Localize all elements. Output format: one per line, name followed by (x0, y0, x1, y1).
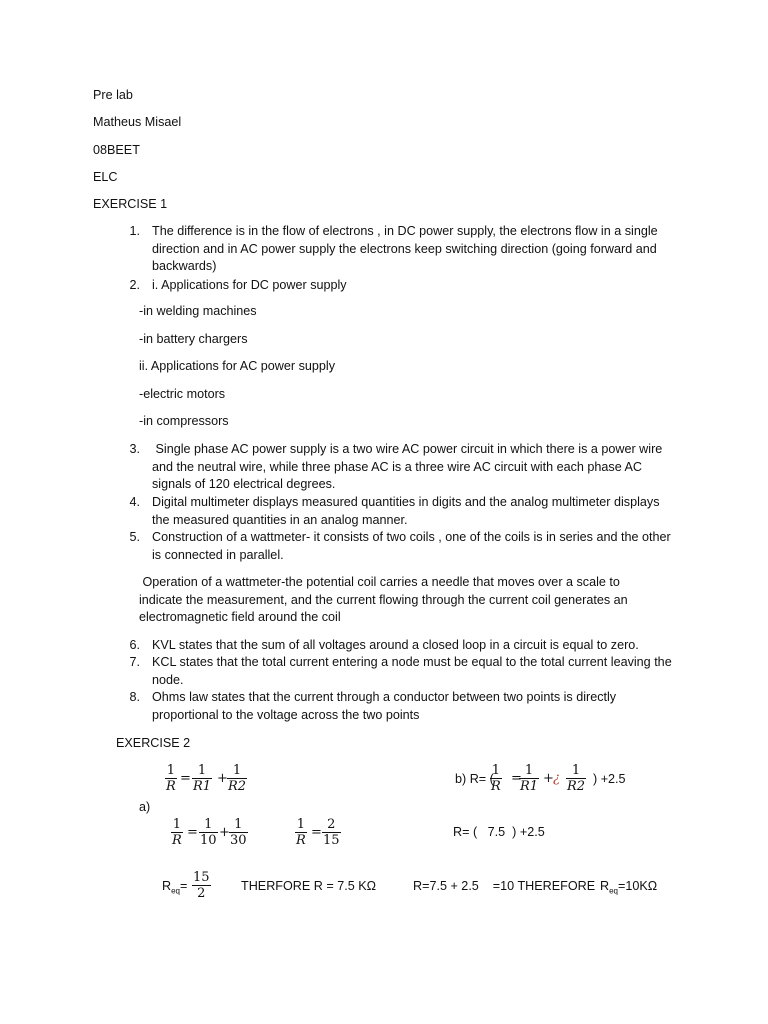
req-numerator: 15 (193, 870, 210, 885)
eq1-term1-denominator: R1 (193, 779, 212, 794)
eq1-term2-numerator: 1 (232, 763, 242, 778)
req-fraction (192, 870, 211, 901)
req-subscript: eq (171, 886, 181, 896)
q1-text: The difference is in the flow of electrons , in DC power supply, the electrons flow in a single direction and in AC power supply the electrons keep switching direction (going forward and backwards) (152, 224, 658, 274)
b-req-value: =10KΩ (618, 879, 658, 893)
part-b-line3: R=7.5 + 2.5 =10 THEREFORE (413, 879, 596, 893)
ac-application-1: -electric motors (139, 387, 226, 401)
b-term2-numerator: 1 (571, 763, 581, 778)
eq2-term2-fraction (229, 817, 248, 848)
q7-text: KCL states that the total current entering a node must be equal to the total current leaving the node. (152, 655, 672, 687)
exercise2-heading: EXERCISE 2 (116, 736, 191, 750)
eq3-lhs-numerator: 1 (296, 817, 306, 832)
dc-application-1: -in welding machines (139, 304, 257, 318)
eq2-equals: = (187, 825, 198, 840)
eq1-term2-fraction (227, 763, 247, 794)
eq1-lhs-denominator: R (166, 779, 176, 794)
eq3-lhs-denominator: R (296, 833, 306, 848)
part-b-suffix: ) +2.5 (593, 772, 626, 786)
part-b-prefix: b) R= ( (455, 772, 494, 786)
ac-applications-heading: ii. Applications for AC power supply (139, 359, 336, 373)
eq2-term2-denominator: 30 (230, 833, 247, 848)
q8-number: 8. (129, 690, 140, 704)
q8-text: Ohms law states that the current through a conductor between two points is directly proportional to the voltage across the two points (152, 690, 617, 722)
q6-text: KVL states that the sum of all voltages around a closed loop in a circuit is equal to zero. (152, 638, 639, 652)
eq2-term1-denominator: 10 (200, 833, 217, 848)
req-label-a (162, 878, 187, 900)
part-b-line2: R= ( 7.5 ) +2.5 (453, 825, 545, 839)
req-symbol: R (162, 879, 172, 893)
req-denominator: 2 (192, 885, 211, 901)
b-lhs-numerator: 1 (491, 763, 501, 778)
q5-text: Construction of a wattmeter- it consists of two coils , one of the coils is in series and the other is connected in parallel. (152, 530, 671, 562)
b-lhs-fraction (490, 763, 502, 794)
eq1-lhs-fraction (165, 763, 177, 794)
b-req-subscript: eq (609, 886, 619, 896)
eq2-lhs-fraction (171, 817, 183, 848)
b-term1-numerator: 1 (524, 763, 534, 778)
wattmeter-operation-text: Operation of a wattmeter-the potential coil carries a needle that moves over a scale to indicate the measurement, and the current flowing through the current coil generates an electromagnetic field around the coil (139, 575, 632, 625)
b-term1-denominator: R1 (520, 779, 539, 794)
q2-number: 2. (129, 278, 140, 292)
q2-text: i. Applications for DC power supply (152, 278, 347, 292)
student-name: Matheus Misael (93, 115, 182, 129)
eq3-rhs-denominator: 15 (323, 833, 340, 848)
eq3-equals: = (311, 825, 322, 840)
q1-number: 1. (129, 224, 140, 238)
eq1-term2-denominator: R2 (228, 779, 247, 794)
doc-title: Pre lab (93, 88, 133, 102)
student-code: 08BEET (93, 143, 140, 157)
dc-application-2: -in battery chargers (139, 332, 248, 346)
b-term1-fraction (519, 763, 539, 794)
part-b-result (600, 878, 657, 900)
b-equals: = (511, 771, 522, 786)
eq1-plus: + (217, 771, 228, 786)
q3-number: 3. (129, 442, 140, 456)
part-a-result: THERFORE R = 7.5 KΩ (241, 879, 377, 893)
q3-text: Single phase AC power supply is a two wire AC power circuit in which there is a power wire and the neutral wire, while three phase AC is a three wire AC circuit with each phase AC signals of 120 electrical degrees. (152, 442, 666, 492)
b-term2-denominator: R2 (567, 779, 586, 794)
b-unknown-glyph: ¿ (553, 771, 560, 786)
q5-number: 5. (129, 530, 140, 544)
eq3-lhs-fraction (295, 817, 307, 848)
eq3-rhs-numerator: 2 (327, 817, 336, 832)
eq2-plus: + (219, 825, 230, 840)
eq1-term1-numerator: 1 (197, 763, 207, 778)
q6-number: 6. (129, 638, 140, 652)
b-plus: + (543, 771, 554, 786)
b-req-symbol: R (600, 879, 610, 893)
eq1-term1-fraction (192, 763, 212, 794)
eq2-term1-fraction (199, 817, 218, 848)
eq1-equals: = (180, 771, 191, 786)
eq2-lhs-numerator: 1 (172, 817, 182, 832)
b-term2-fraction (566, 763, 586, 794)
eq2-term1-numerator: 1 (204, 817, 213, 832)
subject-code: ELC (93, 170, 118, 184)
part-a-label: a) (139, 800, 151, 814)
exercise1-heading: EXERCISE 1 (93, 197, 168, 211)
eq2-term2-numerator: 1 (234, 817, 243, 832)
ac-application-2: -in compressors (139, 414, 229, 428)
req-equals: = (180, 879, 188, 893)
eq1-lhs-numerator: 1 (166, 763, 176, 778)
q4-text: Digital multimeter displays measured quantities in digits and the analog multimeter displays the measured quantities in an analog manner. (152, 495, 660, 527)
q7-number: 7. (129, 655, 140, 669)
eq2-lhs-denominator: R (172, 833, 182, 848)
q4-number: 4. (129, 495, 140, 509)
eq3-rhs-fraction (322, 817, 341, 848)
b-lhs-denominator: R (491, 779, 501, 794)
